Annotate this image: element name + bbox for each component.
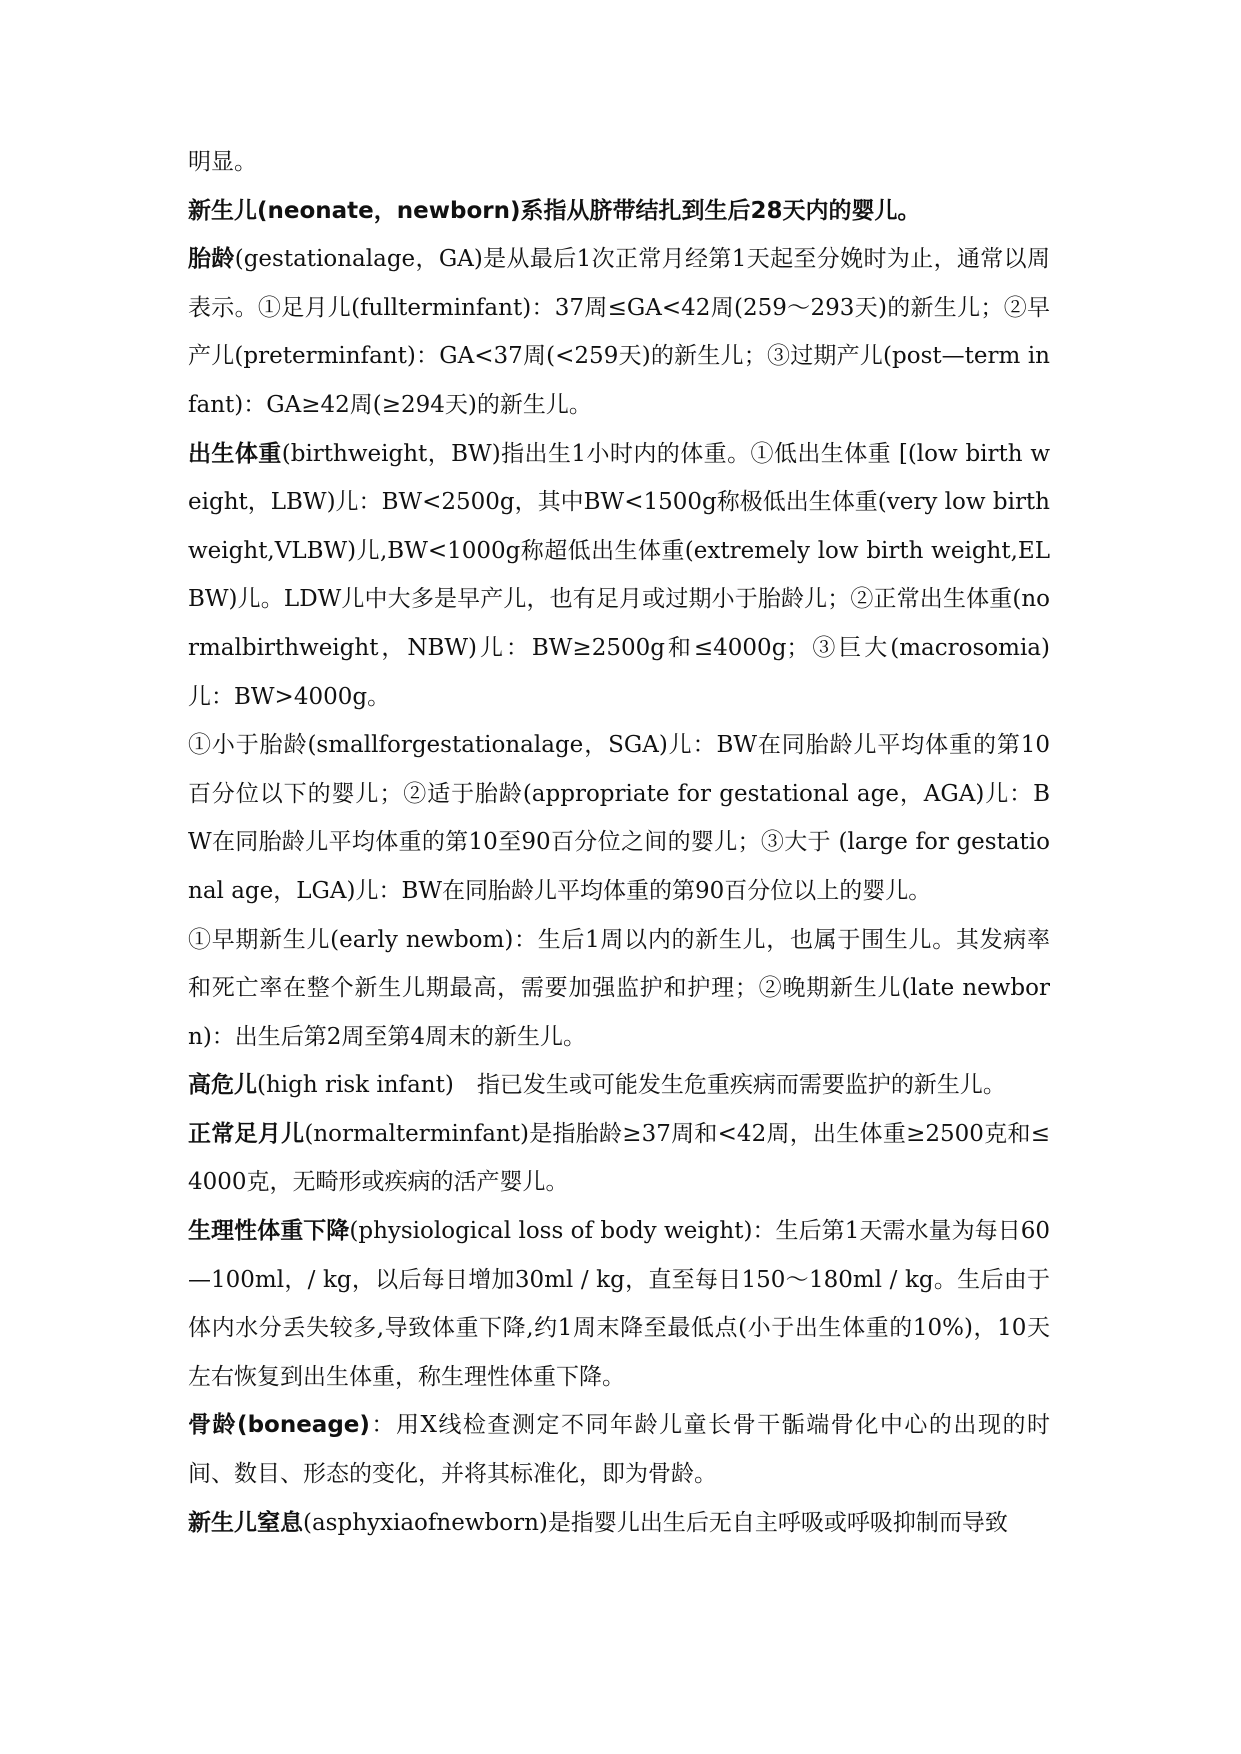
paragraph-text: 明显。 [188,149,257,175]
paragraph-high-risk-infant [188,1061,1050,1110]
paragraph-text: (normalterminfant)是指胎龄≥37周和<42周，出生体重≥2500克和≤4000克，无畸形或疾病的活产婴儿。 [188,1120,1050,1196]
paragraph-text: (physiological loss of body weight)：生后第1天需水量为每日60—100ml，/ kg，以后每日增加30ml / kg，直至每日150～180ml / kg。生后由于体内水分丢失较多,导致体重下降,约1周末降至最低点(小于出生体重的10%)，10天左右恢复到出生体重，称生理性体重下降。 [188,1218,1051,1390]
paragraph-text: ①小于胎龄(smallforgestationalage，SGA)儿：BW在同胎龄儿平均体重的第10百分位以下的婴儿；②适于胎龄(appropriate for gestational age，AGA)儿：BW在同胎龄儿平均体重的第10至90百分位之间的婴儿；③大于 (large for gestational age，LGA)儿：BW在同胎龄儿平均体重的第90百分位以上的婴儿。 [188,732,1050,904]
term-physiological-weight-loss: 生理性体重下降 [188,1218,350,1245]
paragraph-bone-age [188,1401,1050,1498]
term-normal-term-infant: 正常足月儿 [188,1120,305,1147]
document-page [188,138,1050,1547]
paragraph-text: (asphyxiaofnewborn)是指婴儿出生后无自主呼吸或呼吸抑制而导致 [303,1509,1008,1536]
paragraph-physiological-weight-loss [188,1207,1050,1401]
term-asphyxia: 新生儿窒息 [188,1509,303,1536]
paragraph-gestational-age [188,235,1050,429]
paragraph-normal-term-infant [188,1110,1050,1207]
paragraph-text: (gestationalage，GA)是从最后1次正常月经第1天起至分娩时为止，通常以周表示。①足月儿(fullterminfant)：37周≤GA<42周(259～293天)的新生儿；②早产儿(preterminfant)：GA<37周(<259天)的新生儿；③过期产儿(post—term infant)：GA≥42周(≥294天)的新生儿。 [188,246,1050,418]
paragraph-text: (high risk infant) 指已发生或可能发生危重疾病而需要监护的新生儿。 [257,1072,1006,1099]
term-gestational-age: 胎龄 [188,246,235,273]
term-neonate: 新生儿(neonate，newborn)系指从脐带结扎到生后28天内的婴儿。 [188,197,921,224]
term-birth-weight: 出生体重 [188,440,282,467]
paragraph-weight-for-age [188,721,1050,915]
paragraph-continuation [188,138,1050,187]
term-high-risk-infant: 高危儿 [188,1072,257,1099]
paragraph-text: (birthweight，BW)指出生1小时内的体重。①低出生体重 [(low birth weight，LBW)儿：BW<2500g，其中BW<1500g称极低出生体重(very low birth weight,VLBW)儿,BW<1000g称超低出生体重(extremely low birth weight,ELBW)儿。LDW儿中大多是早产儿，也有足月或过期小于胎龄儿；②正常出生体重(normalbirthweight，NBW)儿：BW≥2500g和≤4000g；③巨大(macrosomia)儿：BW>4000g。 [188,440,1051,710]
term-bone-age: 骨龄(boneage) [188,1412,370,1439]
paragraph-birth-weight [188,430,1050,722]
paragraph-text: ：用X线检查测定不同年龄儿童长骨干骺端骨化中心的出现的时间、数目、形态的变化，并将其标准化，即为骨龄。 [188,1412,1050,1488]
paragraph-early-late-newborn [188,916,1050,1062]
paragraph-text: ①早期新生儿(early newbom)：生后1周以内的新生儿，也属于围生儿。其发病率和死亡率在整个新生儿期最高，需要加强监护和护理；②晚期新生儿(late newborn)：出生后第2周至第4周末的新生儿。 [188,926,1050,1050]
paragraph-neonate-definition [188,187,1050,236]
paragraph-asphyxia [188,1499,1050,1548]
